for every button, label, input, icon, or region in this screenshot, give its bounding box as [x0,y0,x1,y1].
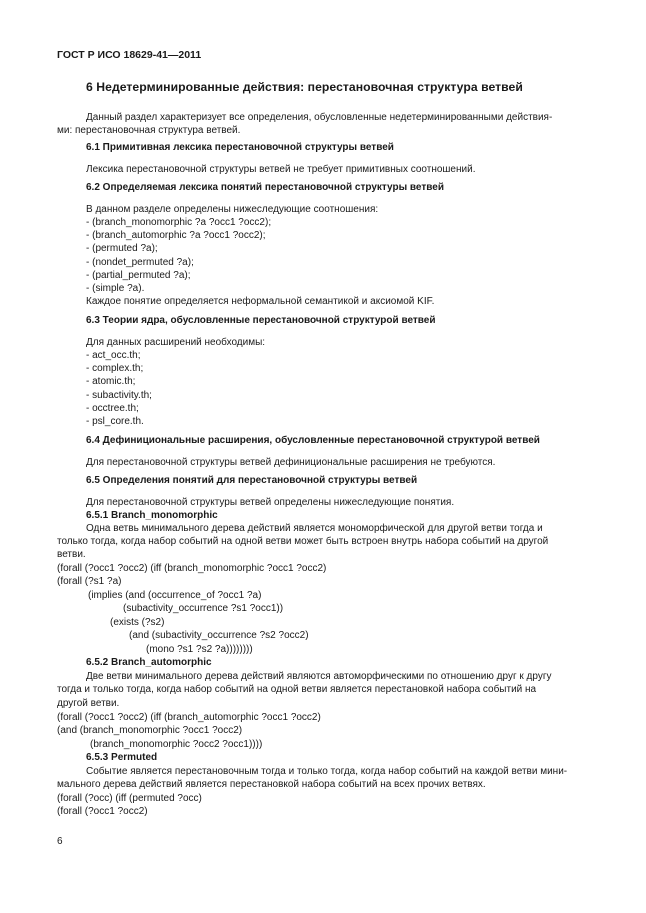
list-item: - (nondet_permuted ?a); [86,257,194,268]
code-line: (and (branch_monomorphic ?occ1 ?occ2) [57,725,243,736]
subsection-6-2-tail: Каждое понятие определяется неформальной семантикой и аксиомой KIF. [86,296,435,307]
code-line: (forall (?occ1 ?occ2) (iff (branch_monomorphic ?occ1 ?occ2) [57,563,327,574]
paragraph-line: только тогда, когда набор событий на одной ветви может быть встроен внутрь набора событий на другой [57,536,549,547]
section-title: 6 Недетерминированные действия: перестановочная структура ветвей [86,80,523,94]
code-line: (mono ?s1 ?s2 ?a)))))))) [146,644,253,655]
intro-line-2: ми: перестановочная структура ветвей. [57,125,241,136]
code-line: (branch_monomorphic ?occ2 ?occ1)))) [90,739,263,750]
paragraph-line: мального дерева действий является перестановкой набора событий на всех прочих ветвях. [57,779,486,790]
paragraph-line: тогда и только тогда, когда набор событий на одной ветви является перестановкой набора событий на [57,684,537,695]
code-line: (forall (?occ) (iff (permuted ?occ) [57,793,202,804]
subsection-6-5-2-title: 6.5.2 Branch_automorphic [86,657,212,668]
subsection-6-4-text: Для перестановочной структуры ветвей дефинициональные расширения не требуются. [86,457,496,468]
subsection-6-5-lead: Для перестановочной структуры ветвей определены нижеследующие понятия. [86,497,455,508]
document-header: ГОСТ Р ИСО 18629-41—2011 [57,49,202,61]
list-item: - (permuted ?a); [86,243,158,254]
subsection-6-2-lead: В данном разделе определены нижеследующие соотношения: [86,204,379,215]
code-line: (exists (?s2) [110,617,165,628]
code-line: (implies (and (occurrence_of ?occ1 ?a) [88,590,262,601]
intro-line-1: Данный раздел характеризует все определения, обусловленные недетерминированными действия- [86,112,553,123]
list-item: - occtree.th; [86,403,139,414]
list-item: - (partial_permuted ?a); [86,270,191,281]
list-item: - (simple ?a). [86,283,145,294]
code-line: (and (subactivity_occurrence ?s2 ?occ2) [129,630,309,641]
list-item: - (branch_automorphic ?a ?occ1 ?occ2); [86,230,266,241]
list-item: - atomic.th; [86,376,136,387]
page-number: 6 [57,836,63,847]
list-item: - complex.th; [86,363,144,374]
subsection-6-3-lead: Для данных расширений необходимы: [86,337,266,348]
list-item: - act_occ.th; [86,350,141,361]
subsection-6-3-title: 6.3 Теории ядра, обусловленные перестановочной структурой ветвей [86,315,436,326]
code-line: (subactivity_occurrence ?s1 ?occ1)) [123,603,284,614]
subsection-6-5-3-title: 6.5.3 Permuted [86,752,158,763]
paragraph-line: Событие является перестановочным тогда и только тогда, когда набор событий на каждой ветви мини- [86,766,568,777]
subsection-6-4-title: 6.4 Дефинициональные расширения, обусловленные перестановочной структурой ветвей [86,435,540,446]
code-line: (forall (?occ1 ?occ2) (iff (branch_automorphic ?occ1 ?occ2) [57,712,321,723]
paragraph-line: Одна ветвь минимального дерева действий является мономорфической для другой ветви тогда и [86,523,543,534]
subsection-6-5-1-title: 6.5.1 Branch_monomorphic [86,510,218,521]
subsection-6-2-title: 6.2 Определяемая лексика понятий перестановочной структуры ветвей [86,182,444,193]
code-line: (forall (?s1 ?a) [57,576,122,587]
list-item: - subactivity.th; [86,390,152,401]
subsection-6-1-title: 6.1 Примитивная лексика перестановочной структуры ветвей [86,142,394,153]
subsection-6-5-title: 6.5 Определения понятий для перестановочной структуры ветвей [86,475,418,486]
subsection-6-1-text: Лексика перестановочной структуры ветвей не требует примитивных соотношений. [86,164,476,175]
code-line: (forall (?occ1 ?occ2) [57,806,148,817]
list-item: - (branch_monomorphic ?a ?occ1 ?occ2); [86,217,272,228]
paragraph-line: ветви. [57,549,86,560]
paragraph-line: Две ветви минимального дерева действий являются автоморфическими по отношению друг к другу [86,671,552,682]
paragraph-line: другой ветви. [57,698,120,709]
list-item: - psl_core.th. [86,416,144,427]
